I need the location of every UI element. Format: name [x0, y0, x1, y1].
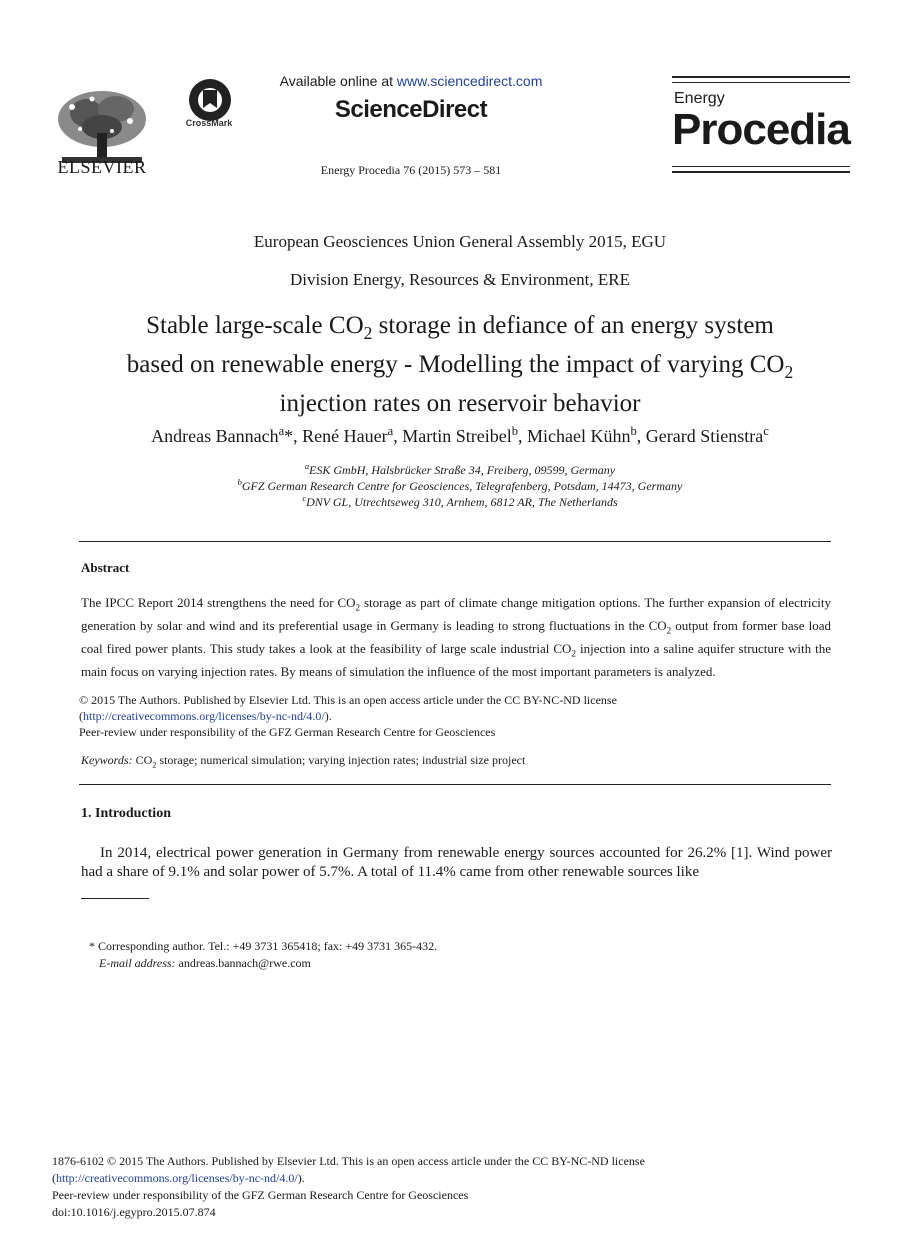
- corresponding-author: * Corresponding author. Tel.: +49 3731 365418; fax: +49 3731 365-432.: [89, 939, 438, 953]
- journal-citation: Energy Procedia 76 (2015) 573 – 581: [320, 163, 502, 177]
- author: Michael Kühn$^b$,: [527, 424, 646, 446]
- journal-name-small: Energy: [674, 90, 725, 107]
- author: Martin Streibel$^b$,: [402, 424, 528, 446]
- license-notice: © 2015 The Authors. Published by Elsevier Ltd. This is an open access article under the CC BY-NC-ND license (http://creativecommons.org/licenses/by-nc-nd/4.0/). Peer-review under responsibility of the GFZ German Research Centre for Geosciences: [79, 693, 617, 739]
- divider: [79, 541, 831, 542]
- conference-division: Division Energy, Resources & Environment, ERE: [290, 270, 630, 289]
- keywords: Keywords: $CO_2$ storage; numerical simulation; varying injection rates; industrial size project: [81, 753, 526, 770]
- abstract-heading: Abstract: [81, 560, 130, 575]
- journal-name-big: Procedia: [672, 105, 850, 154]
- author: René Hauer$^a$,: [302, 424, 403, 446]
- journal-rule-bottom: [672, 171, 850, 173]
- available-online: Available online at www.sciencedirect.com: [279, 73, 543, 89]
- page-footer: 1876-6102 © 2015 The Authors. Published by Elsevier Ltd. This is an open access article under the CC BY-NC-ND license (http://creativecommons.org/licenses/by-nc-nd/4.0/). Peer-review under responsibility of the GFZ German Research Centre for Geosciences doi:10.1016/j.egypro.2015.07.874: [52, 1153, 852, 1221]
- journal-rule-bottom-thin: [672, 166, 850, 167]
- affiliation: $^c$DNV GL, Utrechtseweg 310, Arnhem, 6812 AR, The Netherlands: [302, 494, 618, 509]
- divider: [79, 784, 831, 785]
- author-email: E-mail address: andreas.bannach@rwe.com: [99, 956, 311, 970]
- affiliation: $^a$ESK GmbH, Halsbrücker Straße 34, Freiberg, 09599, Germany: [304, 462, 616, 477]
- doi[interactable]: doi:10.1016/j.egypro.2015.07.874: [52, 1205, 216, 1219]
- license-link[interactable]: http://creativecommons.org/licenses/by-nc-nd/4.0/: [83, 709, 325, 723]
- footer-license-link[interactable]: http://creativecommons.org/licenses/by-nc-nd/4.0/: [56, 1171, 298, 1185]
- paper-title: Stable large-scale $CO_2$ storage in defiance of an energy system based on renewable energy - Modelling the impact of varying $CO_2$ injection rates on reservoir behavior: [126, 312, 794, 417]
- journal-rule-top-thin: [672, 82, 850, 83]
- sciencedirect-wordmark: ScienceDirect: [334, 96, 488, 123]
- author: Andreas Bannach$^a$*,: [151, 424, 303, 446]
- publisher-name: ELSEVIER: [57, 157, 147, 177]
- author-list: [60, 424, 860, 447]
- introduction-text: In 2014, electrical power generation in Germany from renewable energy sources accounted for 26.2% [1]. Wind power had a share of 9.1% and solar power of 5.7%. A total of 11.4% came from other renewable sources like: [81, 845, 832, 880]
- conference-name: European Geosciences Union General Assembly 2015, EGU: [253, 232, 667, 251]
- abstract-text: The IPCC Report 2014 strengthens the need for $CO_2$ storage as part of climate change mitigation options. The further expansion of electricity generation by solar and wind and its preferential usage in Germany is leading to strong fluctuations in the $CO_2$ output from former base load coal fired power plants. This study takes a look at the feasibility of large scale industrial $CO_2$ injection into a saline aquifer structure with the main focus on varying injection rates. By means of simulation the influence of the most important parameters is analyzed.: [81, 595, 832, 680]
- affiliation: $^b$GFZ German Research Centre for Geosciences, Telegrafenberg, Potsdam, 14473, Germany: [237, 478, 683, 493]
- journal-rule-top: [672, 76, 850, 78]
- crossmark-label: CrossMark: [185, 118, 233, 128]
- author: Gerard Stienstra$^c$: [645, 424, 769, 446]
- sciencedirect-link[interactable]: www.sciencedirect.com: [396, 73, 543, 89]
- section-heading: 1. Introduction: [81, 806, 171, 821]
- footnote-rule: [81, 898, 149, 899]
